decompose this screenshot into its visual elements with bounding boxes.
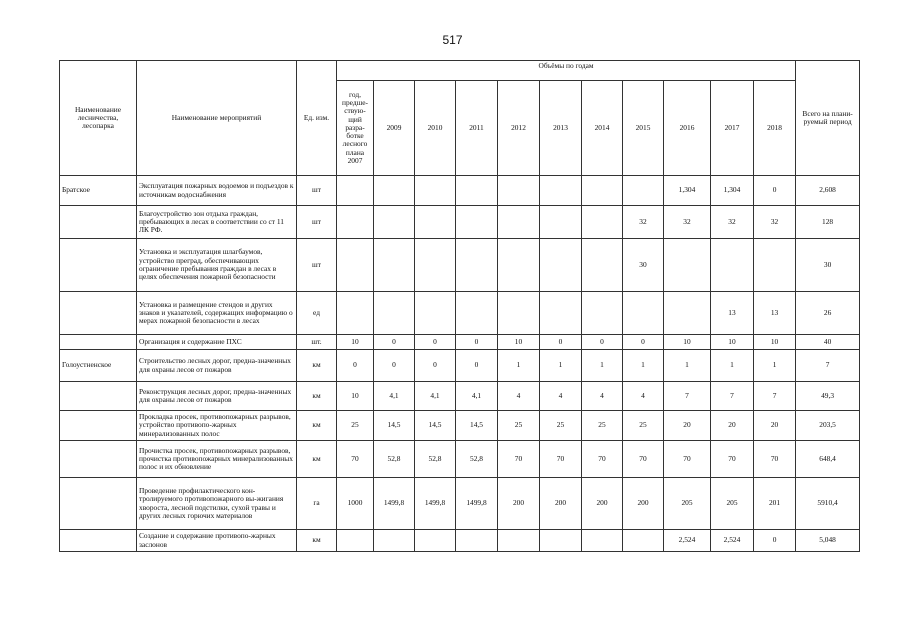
- cell-value: 70: [711, 441, 754, 478]
- cell-activity: Прокладка просек, противопожарных разрывов, устройство противопо-жарных минерализованных полос: [137, 411, 297, 441]
- cell-value: 52,8: [456, 441, 498, 478]
- cell-org: [60, 292, 137, 335]
- table-row: [60, 239, 860, 292]
- cell-value: 32: [711, 206, 754, 239]
- cell-value: 0: [754, 176, 796, 206]
- cell-unit: шт: [297, 239, 337, 292]
- cell-value: [374, 292, 415, 335]
- cell-unit: км: [297, 411, 337, 441]
- cell-activity: Проведение профилактического кон-тролируемого противопожарного вы-жигания хвороста, лесной подстилки, сухой травы и других лесных горючих материалов: [137, 478, 297, 530]
- cell-value: 1: [623, 350, 664, 382]
- cell-value: 4,1: [415, 382, 456, 411]
- cell-value: 10: [664, 335, 711, 350]
- cell-value: [754, 239, 796, 292]
- cell-value: 1499,8: [374, 478, 415, 530]
- cell-value: [374, 530, 415, 552]
- cell-value: [456, 176, 498, 206]
- cell-value: [498, 239, 540, 292]
- table-row: [60, 292, 860, 335]
- table-row: [60, 411, 860, 441]
- cell-value: [498, 176, 540, 206]
- cell-total: 40: [796, 335, 860, 350]
- cell-value: 1499,8: [415, 478, 456, 530]
- cell-value: [540, 206, 582, 239]
- cell-unit: км: [297, 441, 337, 478]
- cell-value: 70: [498, 441, 540, 478]
- cell-value: 0: [582, 335, 623, 350]
- cell-value: [415, 530, 456, 552]
- table-row: [60, 206, 860, 239]
- cell-value: [498, 206, 540, 239]
- cell-value: 10: [337, 335, 374, 350]
- cell-org: [60, 530, 137, 552]
- cell-value: 0: [540, 335, 582, 350]
- cell-value: 14,5: [456, 411, 498, 441]
- cell-value: [374, 206, 415, 239]
- cell-value: 25: [498, 411, 540, 441]
- cell-value: [498, 530, 540, 552]
- table-row: [60, 350, 860, 382]
- cell-unit: км: [297, 530, 337, 552]
- cell-value: 200: [498, 478, 540, 530]
- cell-value: 1,304: [711, 176, 754, 206]
- table-row: [60, 176, 860, 206]
- cell-value: 14,5: [415, 411, 456, 441]
- cell-org: [60, 382, 137, 411]
- cell-value: 0: [374, 350, 415, 382]
- cell-value: 25: [623, 411, 664, 441]
- cell-value: 200: [582, 478, 623, 530]
- header-volumes-by-year: Объёмы по годам: [337, 61, 796, 81]
- cell-value: [415, 292, 456, 335]
- cell-org: [60, 239, 137, 292]
- cell-value: [540, 239, 582, 292]
- header-year: 2012: [498, 81, 540, 176]
- cell-total: 30: [796, 239, 860, 292]
- cell-value: [664, 292, 711, 335]
- cell-value: 14,5: [374, 411, 415, 441]
- cell-value: 13: [754, 292, 796, 335]
- cell-value: 205: [711, 478, 754, 530]
- cell-value: 4: [623, 382, 664, 411]
- header-year: 2017: [711, 81, 754, 176]
- header-unit: Ед. изм.: [297, 61, 337, 176]
- cell-value: 70: [623, 441, 664, 478]
- cell-value: [456, 530, 498, 552]
- header-org: Наименование лесничества, лесопарка: [60, 61, 137, 176]
- cell-value: [415, 206, 456, 239]
- header-year: год, предше-ствую-щий разра-ботке лесного плана 2007: [337, 81, 374, 176]
- cell-value: [456, 239, 498, 292]
- cell-value: 0: [337, 350, 374, 382]
- cell-unit: шт: [297, 206, 337, 239]
- cell-value: 0: [374, 335, 415, 350]
- cell-value: 70: [540, 441, 582, 478]
- cell-value: 13: [711, 292, 754, 335]
- cell-value: 1: [498, 350, 540, 382]
- cell-value: [623, 530, 664, 552]
- cell-unit: шт: [297, 176, 337, 206]
- table-row: [60, 335, 860, 350]
- cell-value: 10: [711, 335, 754, 350]
- cell-unit: шт.: [297, 335, 337, 350]
- cell-value: [582, 176, 623, 206]
- cell-org: Голоустненское: [60, 350, 137, 382]
- cell-value: 25: [582, 411, 623, 441]
- cell-value: [415, 239, 456, 292]
- table-row: [60, 382, 860, 411]
- cell-value: 7: [754, 382, 796, 411]
- cell-org: [60, 411, 137, 441]
- cell-value: [711, 239, 754, 292]
- header-year: 2018: [754, 81, 796, 176]
- cell-value: [337, 292, 374, 335]
- cell-value: [540, 176, 582, 206]
- cell-value: 70: [754, 441, 796, 478]
- cell-value: 32: [623, 206, 664, 239]
- cell-value: 0: [754, 530, 796, 552]
- cell-org: [60, 206, 137, 239]
- header-year: 2014: [582, 81, 623, 176]
- cell-org: [60, 335, 137, 350]
- header-year: 2015: [623, 81, 664, 176]
- cell-value: 4: [540, 382, 582, 411]
- cell-value: [337, 239, 374, 292]
- cell-value: 32: [754, 206, 796, 239]
- cell-value: [540, 530, 582, 552]
- cell-value: 1000: [337, 478, 374, 530]
- cell-value: 7: [711, 382, 754, 411]
- cell-value: 30: [623, 239, 664, 292]
- table-row: [60, 441, 860, 478]
- cell-total: 5910,4: [796, 478, 860, 530]
- cell-unit: га: [297, 478, 337, 530]
- header-year: 2013: [540, 81, 582, 176]
- cell-value: [540, 292, 582, 335]
- header-year: 2016: [664, 81, 711, 176]
- cell-value: 1: [664, 350, 711, 382]
- table-row: [60, 478, 860, 530]
- cell-value: 32: [664, 206, 711, 239]
- cell-total: 128: [796, 206, 860, 239]
- cell-value: [582, 530, 623, 552]
- cell-value: 70: [582, 441, 623, 478]
- cell-value: 200: [623, 478, 664, 530]
- cell-value: 1: [582, 350, 623, 382]
- cell-activity: Создание и содержание противопо-жарных заслонов: [137, 530, 297, 552]
- cell-total: 7: [796, 350, 860, 382]
- cell-value: 10: [754, 335, 796, 350]
- header-activity: Наименование мероприятий: [137, 61, 297, 176]
- cell-total: 2,608: [796, 176, 860, 206]
- table-row: [60, 530, 860, 552]
- cell-value: [374, 239, 415, 292]
- cell-value: [582, 239, 623, 292]
- cell-value: 20: [664, 411, 711, 441]
- fire-safety-measures-table: [59, 60, 860, 552]
- cell-value: 4,1: [456, 382, 498, 411]
- cell-value: 201: [754, 478, 796, 530]
- cell-unit: км: [297, 382, 337, 411]
- cell-value: 4: [582, 382, 623, 411]
- cell-value: 205: [664, 478, 711, 530]
- cell-activity: Благоустройство зон отдыха граждан, пребывающих в лесах в соответствии со ст 11 ЛК РФ.: [137, 206, 297, 239]
- cell-unit: км: [297, 350, 337, 382]
- cell-value: 0: [415, 350, 456, 382]
- header-year: 2010: [415, 81, 456, 176]
- cell-value: [337, 206, 374, 239]
- cell-value: 70: [337, 441, 374, 478]
- cell-value: [456, 292, 498, 335]
- cell-value: [337, 530, 374, 552]
- cell-value: 4,1: [374, 382, 415, 411]
- cell-value: [374, 176, 415, 206]
- cell-value: 52,8: [374, 441, 415, 478]
- cell-activity: Установка и эксплуатация шлагбаумов, устройство преград, обеспечивающих ограничение пребывания граждан в лесах в целях обеспечения пожарной безопасности: [137, 239, 297, 292]
- cell-activity: Прочистка просек, противопожарных разрывов, прочистка противопожарных минерализованных полос и их обновление: [137, 441, 297, 478]
- cell-activity: Организация и содержание ПХС: [137, 335, 297, 350]
- cell-total: 26: [796, 292, 860, 335]
- cell-value: 25: [337, 411, 374, 441]
- cell-value: 20: [754, 411, 796, 441]
- cell-unit: ед: [297, 292, 337, 335]
- cell-value: 52,8: [415, 441, 456, 478]
- cell-value: 70: [664, 441, 711, 478]
- cell-value: 0: [456, 335, 498, 350]
- cell-value: [582, 292, 623, 335]
- cell-value: 1: [711, 350, 754, 382]
- cell-value: 200: [540, 478, 582, 530]
- cell-activity: Эксплуатация пожарных водоемов и подъездов к источникам водоснабжения: [137, 176, 297, 206]
- cell-value: 1499,8: [456, 478, 498, 530]
- cell-org: Братское: [60, 176, 137, 206]
- cell-activity: Реконструкция лесных дорог, предна-значенных для охраны лесов от пожаров: [137, 382, 297, 411]
- cell-value: [582, 206, 623, 239]
- cell-org: [60, 441, 137, 478]
- cell-total: 5,048: [796, 530, 860, 552]
- cell-value: 7: [664, 382, 711, 411]
- page-number: 517: [442, 33, 463, 47]
- cell-value: [623, 176, 664, 206]
- cell-value: [623, 292, 664, 335]
- cell-value: 2,524: [711, 530, 754, 552]
- cell-value: [337, 176, 374, 206]
- cell-total: 203,5: [796, 411, 860, 441]
- cell-total: 648,4: [796, 441, 860, 478]
- cell-value: 1: [754, 350, 796, 382]
- header-year: 2011: [456, 81, 498, 176]
- cell-value: [415, 176, 456, 206]
- cell-value: 20: [711, 411, 754, 441]
- cell-value: [664, 239, 711, 292]
- cell-value: 4: [498, 382, 540, 411]
- cell-activity: Строительство лесных дорог, предна-значенных для охраны лесов от пожаров: [137, 350, 297, 382]
- cell-value: 1: [540, 350, 582, 382]
- header-year: 2009: [374, 81, 415, 176]
- cell-org: [60, 478, 137, 530]
- cell-value: 1,304: [664, 176, 711, 206]
- cell-value: [498, 292, 540, 335]
- cell-value: 0: [456, 350, 498, 382]
- cell-activity: Установка и размещение стендов и других знаков и указателей, содержащих информацию о мерах пожарной безопасности в лесах: [137, 292, 297, 335]
- header-total: Всего на плани-руемый период: [796, 61, 860, 176]
- cell-total: 49,3: [796, 382, 860, 411]
- cell-value: 2,524: [664, 530, 711, 552]
- cell-value: 25: [540, 411, 582, 441]
- cell-value: [456, 206, 498, 239]
- cell-value: 0: [415, 335, 456, 350]
- cell-value: 10: [337, 382, 374, 411]
- cell-value: 0: [623, 335, 664, 350]
- cell-value: 10: [498, 335, 540, 350]
